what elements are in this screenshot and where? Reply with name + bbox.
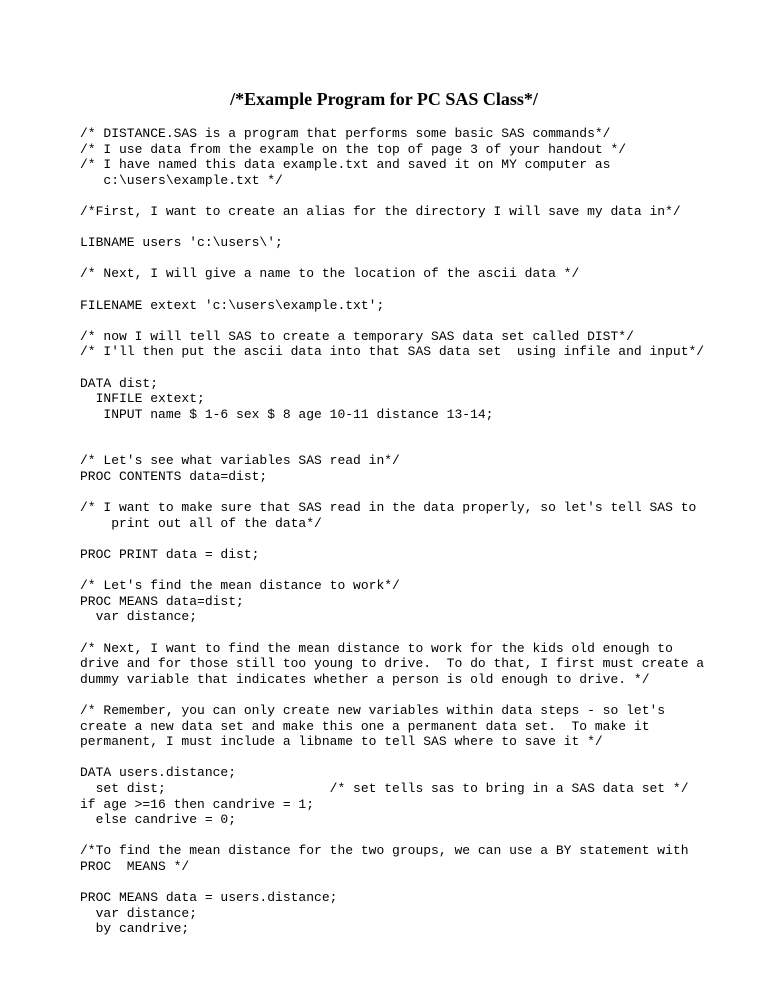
code-line: /* I want to make sure that SAS read in the data properly, so let's tell SAS to	[80, 500, 697, 516]
code-line: INPUT name $ 1-6 sex $ 8 age 10-11 distance 13-14;	[80, 406, 494, 422]
blank-line	[80, 687, 720, 703]
code-line: /* I use data from the example on the top of page 3 of your handout */	[80, 141, 627, 157]
blank-line	[80, 188, 720, 204]
code-line: if age >=16 then candrive = 1;	[80, 796, 315, 812]
code-line: /* Remember, you can only create new variables within data steps - so let's	[80, 702, 666, 718]
blank-line	[80, 485, 720, 501]
code-line: set dist; /* set tells sas to bring in a SAS data set */	[80, 780, 689, 796]
code-line: var distance;	[80, 609, 198, 625]
blank-line	[80, 282, 720, 298]
blank-line	[80, 313, 720, 329]
code-line: INFILE extext;	[80, 391, 205, 407]
code-line: /* I'll then put the ascii data into that SAS data set using infile and input*/	[80, 344, 705, 360]
code-line: PROC MEANS data=dist;	[80, 593, 244, 609]
code-line: DATA dist;	[80, 375, 159, 391]
code-line: else candrive = 0;	[80, 812, 237, 828]
blank-line	[80, 251, 720, 267]
code-line: /* Next, I will give a name to the location of the ascii data */	[80, 266, 580, 282]
code-line: permanent, I must include a libname to tell SAS where to save it */	[80, 734, 603, 750]
blank-line	[80, 438, 720, 454]
code-line: PROC MEANS data = users.distance;	[80, 890, 338, 906]
blank-line	[80, 422, 720, 438]
code-line: LIBNAME users 'c:\users\';	[80, 235, 283, 251]
document-title: /*Example Program for PC SAS Class*/	[230, 89, 538, 109]
code-line: var distance;	[80, 905, 198, 921]
code-line: /* DISTANCE.SAS is a program that performs some basic SAS commands*/	[80, 126, 611, 141]
code-line: /* I have named this data example.txt and saved it on MY computer as	[80, 157, 611, 173]
blank-line	[80, 220, 720, 236]
blank-line	[80, 531, 720, 547]
sas-code-listing	[80, 126, 720, 937]
code-line: /* now I will tell SAS to create a temporary SAS data set called DIST*/	[80, 328, 634, 344]
code-line: /* Let's see what variables SAS read in*/	[80, 453, 400, 469]
blank-line	[80, 750, 720, 766]
blank-line	[80, 625, 720, 641]
code-line: /*To find the mean distance for the two groups, we can use a BY statement with	[80, 843, 689, 859]
code-line: by candrive;	[80, 921, 190, 937]
blank-line	[80, 563, 720, 579]
blank-line	[80, 828, 720, 844]
blank-line	[80, 875, 720, 891]
code-line: dummy variable that indicates whether a person is old enough to drive. */	[80, 671, 650, 687]
code-line: FILENAME extext 'c:\users\example.txt';	[80, 297, 385, 313]
code-line: /* Let's find the mean distance to work*/	[80, 578, 400, 594]
code-line: /* Next, I want to find the mean distance to work for the kids old enough to	[80, 640, 673, 656]
code-line: PROC PRINT data = dist;	[80, 547, 260, 563]
code-line: drive and for those still too young to drive. To do that, I first must create a	[80, 656, 705, 672]
code-line: PROC MEANS */	[80, 858, 190, 874]
code-line: print out all of the data*/	[80, 515, 322, 531]
code-line: PROC CONTENTS data=dist;	[80, 469, 268, 485]
code-line: DATA users.distance;	[80, 765, 237, 781]
blank-line	[80, 360, 720, 376]
code-line: c:\users\example.txt */	[80, 172, 283, 188]
code-line: create a new data set and make this one a permanent data set. To make it	[80, 718, 650, 734]
code-line: /*First, I want to create an alias for the directory I will save my data in*/	[80, 203, 681, 219]
